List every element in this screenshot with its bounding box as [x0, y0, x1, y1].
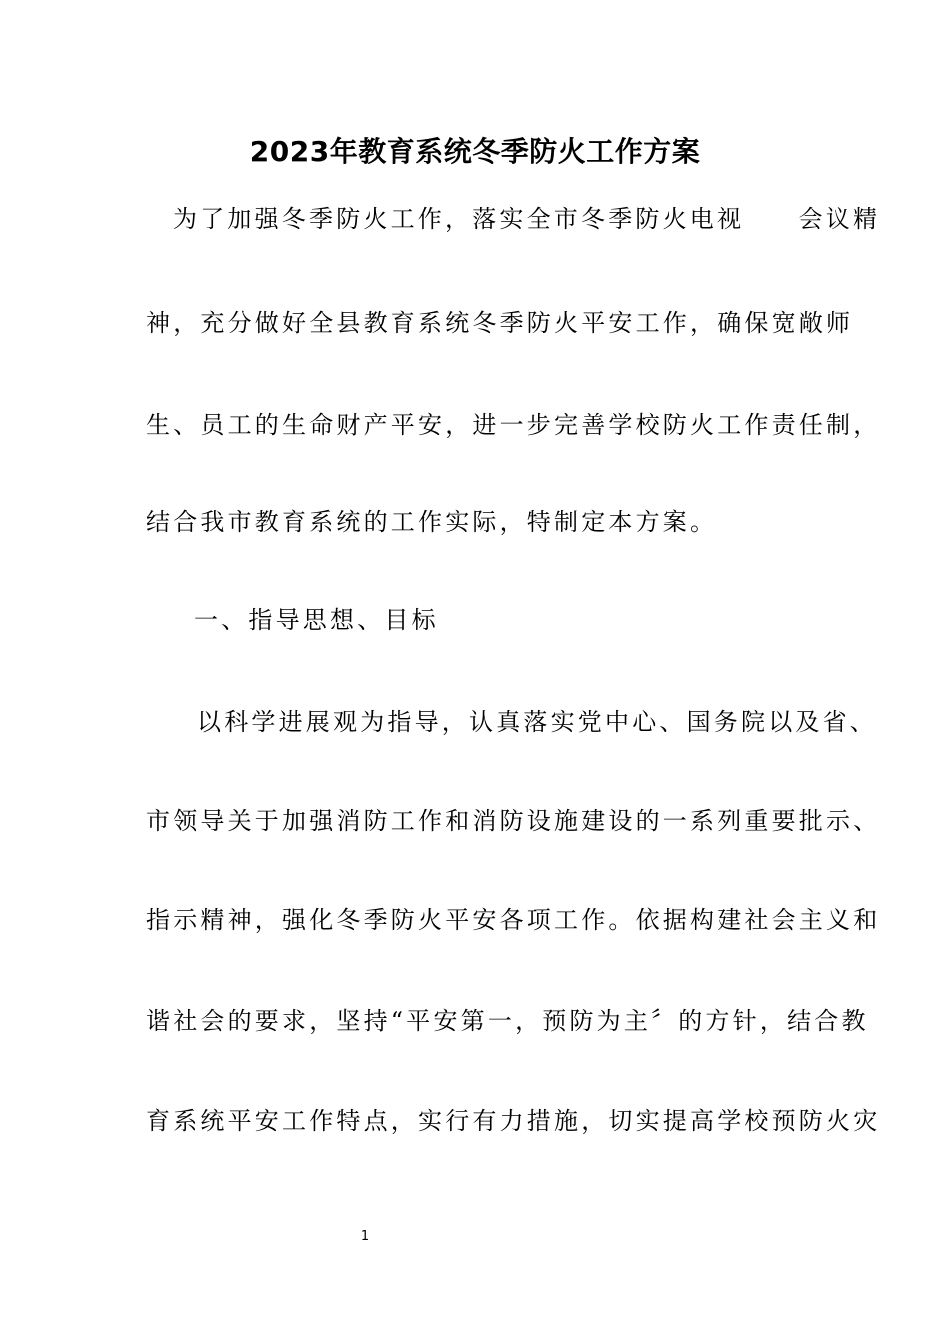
page-number: 1: [360, 1229, 370, 1244]
paragraph-line: 生、员工的生命财产平安，进一步完善学校防火工作责任制，: [146, 411, 881, 439]
paragraph-line: 以科学进展观为指导，认真落实党中心、国务院以及省、: [197, 708, 877, 736]
paragraph-line: 为了加强冬季防火工作，落实全市冬季防火电视 会议精: [173, 205, 881, 233]
paragraph-line: 指示精神，强化冬季防火平安各项工作。依据构建社会主义和: [146, 906, 881, 934]
paragraph-line: 结合我市教育系统的工作实际，特制定本方案。: [146, 508, 718, 536]
paragraph-line: 谐社会的要求，坚持“平安第一，预防为主〞的方针，结合教: [146, 1007, 869, 1035]
paragraph-line: 育系统平安工作特点，实行有力措施，切实提高学校预防火灾: [146, 1107, 881, 1135]
section-heading: 一、指导思想、目标: [194, 606, 439, 634]
document-title: 2023年教育系统冬季防火工作方案: [249, 135, 701, 168]
paragraph-line: 市领导关于加强消防工作和消防设施建设的一系列重要批示、: [146, 807, 881, 835]
paragraph-line: 神，充分做好全县教育系统冬季防火平安工作，确保宽敞师: [146, 309, 854, 337]
